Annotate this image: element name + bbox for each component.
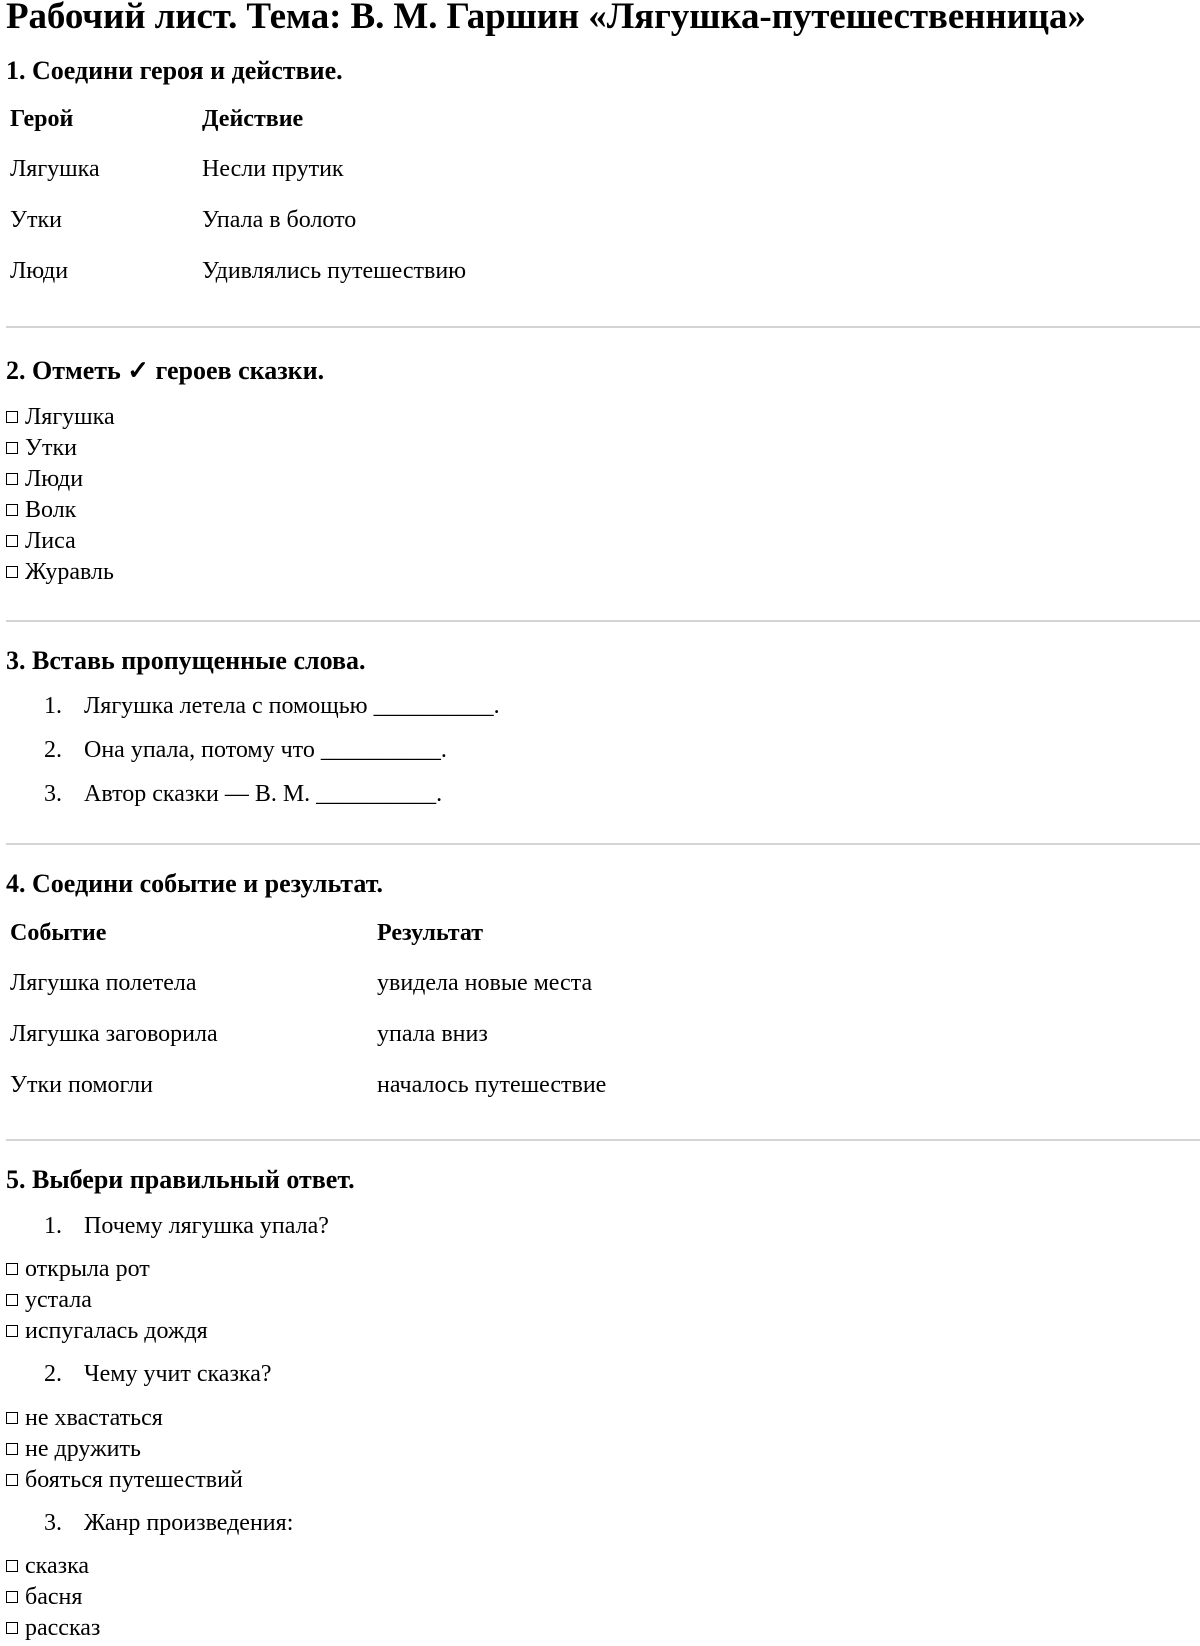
table-cell: Лягушка [10, 156, 100, 182]
question-text: Чему учит сказка? [84, 1361, 272, 1387]
list-item[interactable] [6, 495, 115, 526]
section-2-heading: 2. Отметь ✓ героев сказки. [6, 356, 325, 385]
option-label: не дружить [25, 1436, 141, 1462]
list-item[interactable] [6, 1254, 208, 1285]
table-row [10, 144, 466, 195]
list-item[interactable] [6, 1434, 243, 1465]
list-item[interactable] [6, 1582, 100, 1613]
table-row [10, 1009, 606, 1060]
fill-in-list [44, 684, 500, 816]
item-text: Лягушка летела с помощью __________. [84, 693, 500, 719]
option-label: Лиса [25, 528, 76, 554]
checkbox-icon[interactable] [6, 1622, 18, 1634]
checkbox-icon[interactable] [6, 411, 18, 423]
list-item[interactable] [6, 1316, 208, 1347]
answer-options-2 [6, 1403, 243, 1496]
list-item [44, 772, 500, 816]
list-item[interactable] [6, 1403, 243, 1434]
checkbox-icon[interactable] [6, 442, 18, 454]
table-header-event: Событие [10, 919, 107, 946]
section-3-heading: 3. Вставь пропущенные слова. [6, 646, 366, 675]
table-cell: началось путешествие [377, 1072, 607, 1098]
hero-action-table [10, 94, 466, 297]
list-item[interactable] [6, 1551, 100, 1582]
question-text: Почему лягушка упала? [84, 1213, 329, 1239]
checkbox-icon[interactable] [6, 504, 18, 516]
option-label: басня [25, 1584, 83, 1610]
option-label: Лягушка [25, 404, 115, 430]
list-item[interactable] [6, 464, 115, 495]
page-title: Рабочий лист. Тема: В. М. Гаршин «Лягушка-путешественница» [6, 0, 1086, 37]
item-text: Автор сказки — В. М. __________. [84, 781, 443, 807]
answer-options-3 [6, 1551, 100, 1644]
section-divider [6, 1139, 1200, 1141]
table-header-result: Результат [377, 919, 484, 946]
list-item[interactable] [6, 402, 115, 433]
checkbox-icon[interactable] [6, 1294, 18, 1306]
table-cell: Люди [10, 258, 69, 284]
option-label: Журавль [25, 559, 114, 585]
option-label: устала [25, 1287, 92, 1313]
table-header-hero: Герой [10, 105, 74, 132]
checkbox-icon[interactable] [6, 1412, 18, 1424]
option-label: испугалась дождя [25, 1318, 208, 1344]
table-cell: увидела новые места [377, 970, 593, 996]
option-label: Волк [25, 497, 77, 523]
item-number: 1. [44, 693, 62, 719]
question-3 [44, 1508, 293, 1538]
question-number: 1. [44, 1213, 62, 1239]
table-cell: Лягушка полетела [10, 970, 197, 996]
item-number: 3. [44, 781, 62, 807]
table-cell: Утки [10, 207, 62, 233]
list-item[interactable] [6, 1613, 100, 1644]
section-divider [6, 620, 1200, 622]
table-row [10, 246, 466, 297]
list-item[interactable] [6, 1465, 243, 1496]
table-cell: Несли прутик [202, 156, 344, 182]
event-result-table [10, 908, 606, 1111]
list-item[interactable] [6, 526, 115, 557]
item-number: 2. [44, 737, 62, 763]
section-divider [6, 843, 1200, 845]
section-4-heading: 4. Соедини событие и результат. [6, 869, 384, 898]
section-5-heading: 5. Выбери правильный ответ. [6, 1165, 355, 1194]
table-header-action: Действие [202, 105, 304, 132]
option-label: не хвастаться [25, 1405, 163, 1431]
table-cell: Лягушка заговорила [10, 1021, 218, 1047]
item-text: Она упала, потому что __________. [84, 737, 447, 763]
option-label: Люди [25, 466, 84, 492]
checkbox-icon[interactable] [6, 1325, 18, 1337]
list-item[interactable] [6, 557, 115, 588]
list-item[interactable] [6, 1285, 208, 1316]
checkbox-icon[interactable] [6, 473, 18, 485]
list-item[interactable] [6, 433, 115, 464]
checkbox-icon[interactable] [6, 566, 18, 578]
section-1-heading: 1. Соедини героя и действие. [6, 56, 343, 85]
question-2 [44, 1359, 272, 1389]
checkbox-icon[interactable] [6, 1474, 18, 1486]
table-cell: Утки помогли [10, 1072, 154, 1098]
option-label: рассказ [25, 1615, 101, 1641]
section-divider [6, 326, 1200, 328]
checkbox-icon[interactable] [6, 535, 18, 547]
table-cell: Упала в болото [202, 207, 357, 233]
table-cell: Удивлялись путешествию [202, 258, 467, 284]
heroes-checklist [6, 402, 115, 588]
option-label: открыла рот [25, 1256, 150, 1282]
question-number: 2. [44, 1361, 62, 1387]
checkbox-icon[interactable] [6, 1263, 18, 1275]
question-number: 3. [44, 1510, 62, 1536]
option-label: сказка [25, 1553, 90, 1579]
checkbox-icon[interactable] [6, 1443, 18, 1455]
checkbox-icon[interactable] [6, 1560, 18, 1572]
option-label: бояться путешествий [25, 1467, 243, 1493]
question-1 [44, 1211, 329, 1241]
list-item [44, 684, 500, 728]
table-row [10, 958, 606, 1009]
answer-options-1 [6, 1254, 208, 1347]
table-row [10, 1060, 606, 1111]
table-cell: упала вниз [377, 1021, 488, 1047]
question-text: Жанр произведения: [84, 1510, 294, 1536]
list-item [44, 728, 500, 772]
option-label: Утки [25, 435, 77, 461]
table-row [10, 195, 466, 246]
checkbox-icon[interactable] [6, 1591, 18, 1603]
